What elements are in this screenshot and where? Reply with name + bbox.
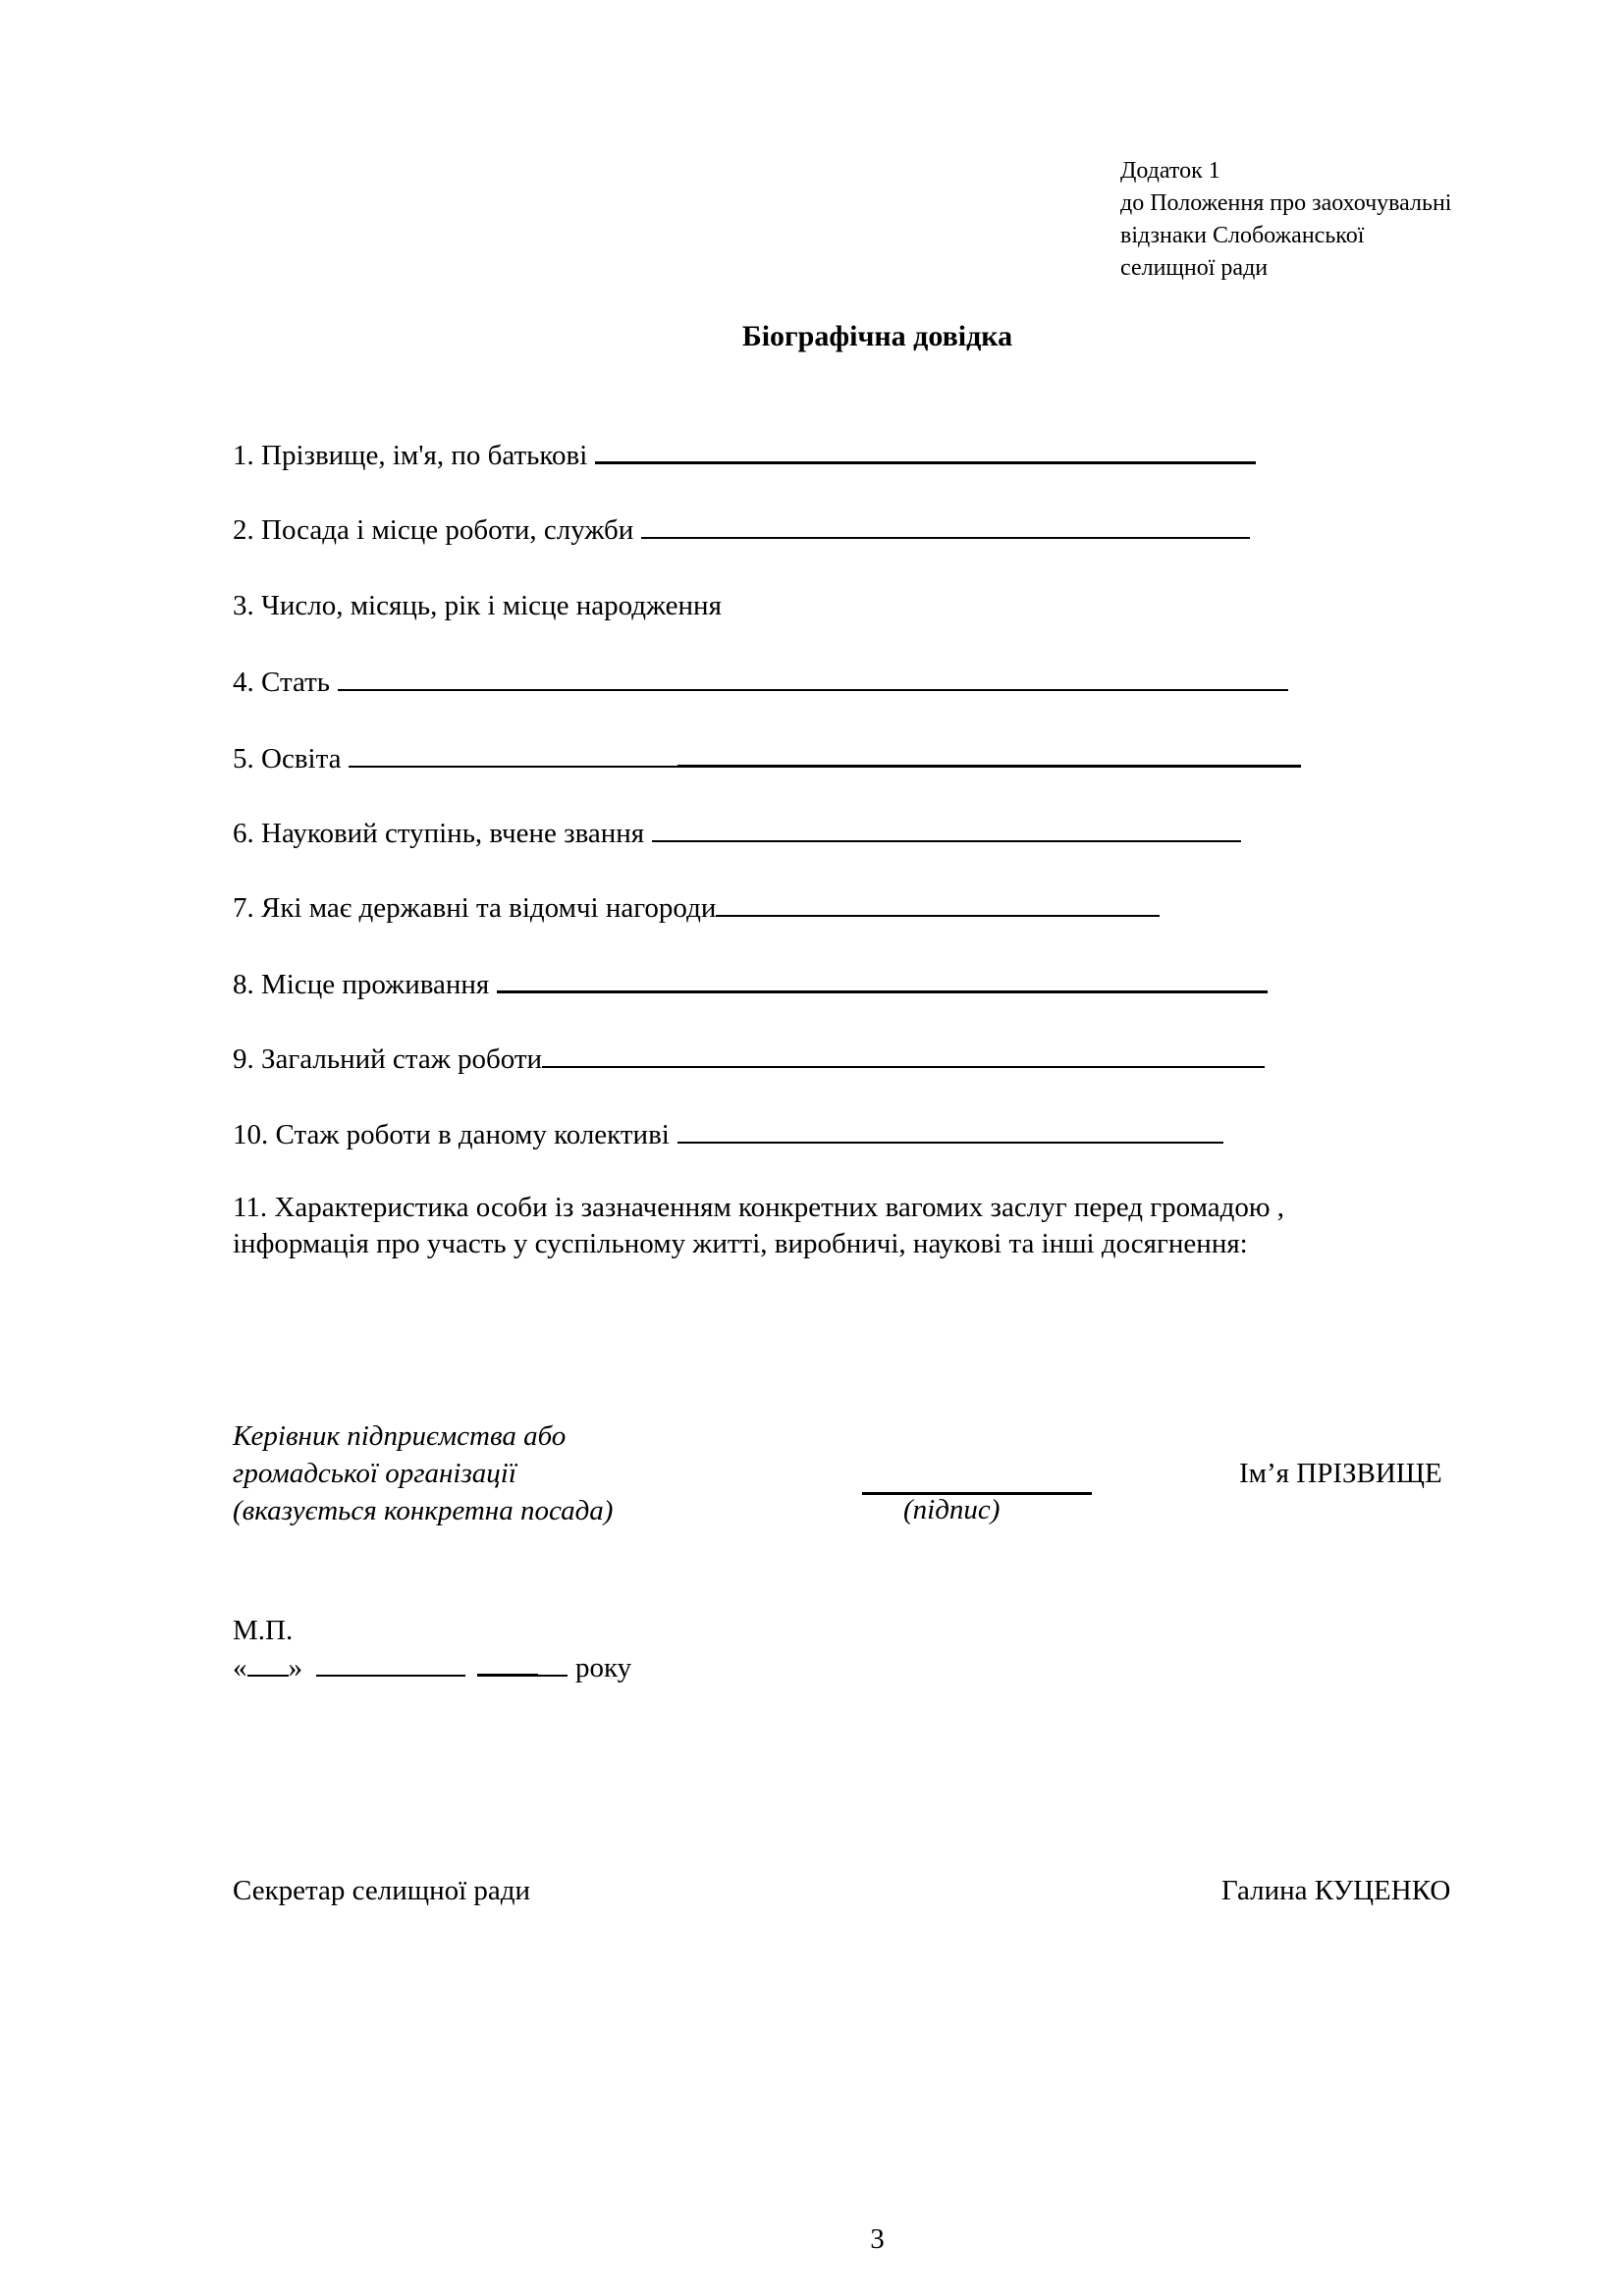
field-gender xyxy=(233,666,1288,699)
annex-line: до Положення про заохочувальні xyxy=(1120,190,1452,216)
field-full-name xyxy=(233,438,1256,472)
fill-line xyxy=(677,1118,1223,1144)
annex-line: Додаток 1 xyxy=(1120,158,1220,184)
fill-line xyxy=(716,891,1160,917)
field-label: 5. Освіта xyxy=(233,743,342,774)
stamp-block xyxy=(233,1612,631,1686)
annex-line: відзнаки Слобожанської xyxy=(1120,223,1365,248)
field-label: 1. Прізвище, ім'я, по батькові xyxy=(233,440,588,471)
characteristic-line: інформація про участь у суспільному житті, виробничі, наукові та інші досягнення: xyxy=(233,1228,1248,1259)
year-word: року xyxy=(575,1652,632,1683)
field-label: 3. Число, місяць, рік і місце народження xyxy=(233,590,722,621)
field-label: 2. Посада і місце роботи, служби xyxy=(233,514,634,546)
field-label: 4. Стать xyxy=(233,667,331,698)
stamp-label: М.П. xyxy=(233,1615,294,1646)
field-label: 7. Які має державні та відомчі нагороди xyxy=(233,892,717,924)
quote-close: » xyxy=(288,1652,302,1683)
date-row xyxy=(233,1649,631,1686)
day-line xyxy=(247,1651,289,1677)
head-line: Керівник підприємства або xyxy=(233,1420,567,1452)
document-title: Біографічна довідка xyxy=(741,320,1013,352)
fill-line xyxy=(542,1042,1265,1068)
field-label: 10. Стаж роботи в даному колективі xyxy=(233,1119,670,1150)
fill-line xyxy=(652,817,1241,842)
year-line xyxy=(477,1650,538,1677)
field-label: 6. Науковий ступінь, вчене звання xyxy=(233,818,645,849)
fill-line xyxy=(641,513,1250,539)
annex-line: селищної ради xyxy=(1120,255,1269,281)
head-position-block xyxy=(233,1417,613,1529)
field-total-experience xyxy=(233,1042,1265,1076)
field-birth xyxy=(233,589,722,622)
month-line xyxy=(316,1651,465,1677)
year-line-tail xyxy=(538,1651,568,1677)
field-team-experience xyxy=(233,1118,1223,1151)
secretary-name: Галина КУЦЕНКО xyxy=(1221,1875,1451,1906)
signature-caption: (підпис) xyxy=(903,1494,1001,1525)
characteristic-paragraph xyxy=(233,1190,1509,1262)
page-number: 3 xyxy=(870,2223,885,2255)
head-line: (вказується конкретна посада) xyxy=(233,1495,614,1526)
field-residence xyxy=(233,967,1268,1001)
field-position xyxy=(233,513,1250,547)
fill-line xyxy=(497,967,1268,993)
fill-line xyxy=(595,438,1256,464)
field-label: 8. Місце проживання xyxy=(233,969,490,1000)
annex-note xyxy=(1120,155,1451,285)
field-awards xyxy=(233,891,1160,925)
field-label: 9. Загальний стаж роботи xyxy=(233,1043,543,1075)
characteristic-line: 11. Характеристика особи із зазначенням конкретних вагомих заслуг перед громадою , xyxy=(233,1192,1285,1223)
head-line: громадської організації xyxy=(233,1458,516,1489)
fill-line xyxy=(338,666,1288,691)
quote-open: « xyxy=(233,1652,247,1683)
fill-line xyxy=(677,741,1301,768)
field-degree xyxy=(233,817,1241,850)
field-education xyxy=(233,741,1301,775)
head-name-placeholder: Ім’я ПРІЗВИЩЕ xyxy=(1239,1458,1442,1489)
fill-line xyxy=(349,742,677,768)
secretary-title: Секретар селищної ради xyxy=(233,1875,531,1906)
